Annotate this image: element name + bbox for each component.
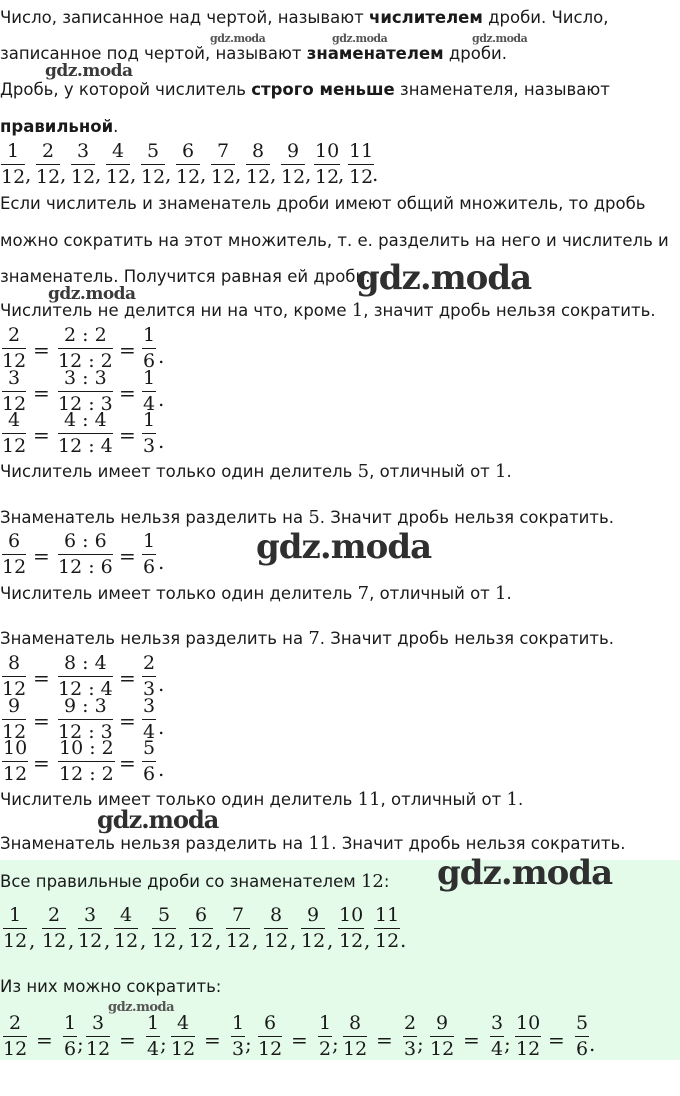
equals-sign: = (33, 381, 50, 405)
fraction-numerator: 9 (301, 906, 325, 929)
equals-sign: = (119, 423, 136, 447)
intro-line-4: правильной. (0, 117, 119, 136)
fraction-denominator: 3 (232, 1038, 245, 1060)
fraction-denominator: 4 (147, 1038, 160, 1060)
comma-separator: , (25, 162, 32, 186)
fraction (142, 654, 156, 699)
fraction-numerator: 1 (3, 906, 27, 929)
watermark: gdz.moda (472, 32, 528, 45)
watermark: gdz.moda (437, 853, 613, 893)
fraction (171, 1014, 195, 1059)
fraction-numerator: 1 (1, 142, 25, 165)
comma-separator: , (270, 162, 277, 186)
fraction-numerator: 5 (152, 906, 176, 929)
fraction (142, 532, 156, 577)
fraction (142, 697, 156, 742)
fraction-denominator: 12 : 2 (59, 763, 114, 785)
fraction-numerator: 8 (246, 142, 270, 165)
fraction-denominator: 12 (2, 721, 27, 743)
fraction (211, 142, 235, 187)
fraction (301, 906, 325, 951)
seven-line-1: Числитель имеет только один делитель 7, отличный от 1. (0, 583, 512, 604)
fraction-numerator: 8 : 4 (58, 654, 113, 677)
fraction-numerator: 1 (142, 532, 156, 555)
five-line-1: Числитель имеет только один делитель 5, отличный от 1. (0, 461, 512, 482)
comma-separator: , (178, 928, 185, 952)
watermark: gdz.moda (256, 527, 432, 567)
fraction-numerator: 2 : 2 (58, 326, 113, 349)
fraction-numerator: 9 : 3 (58, 697, 113, 720)
fraction (246, 142, 270, 187)
comma-separator: , (305, 162, 312, 186)
comma-separator: , (235, 162, 242, 186)
fraction-numerator: 8 (343, 1014, 367, 1037)
fraction (2, 654, 26, 699)
comma-separator: , (252, 928, 259, 952)
fraction-numerator: 1 (142, 326, 156, 349)
fraction (318, 1014, 332, 1059)
fraction-denominator: 12 (141, 166, 166, 188)
fraction-numerator: 10 (338, 906, 364, 929)
fraction (430, 1014, 454, 1059)
semicolon-separator: ; (332, 1032, 339, 1056)
fraction-denominator: 6 (64, 1038, 77, 1060)
watermark: gdz.moda (210, 32, 266, 45)
fraction-denominator: 12 (315, 166, 340, 188)
fraction-denominator: 12 (152, 930, 177, 952)
fraction (58, 697, 113, 742)
fraction (3, 906, 27, 951)
fraction-numerator: 1 (231, 1014, 245, 1037)
equals-sign: = (33, 544, 50, 568)
fraction-numerator: 5 (575, 1014, 589, 1037)
fraction-numerator: 4 (114, 906, 138, 929)
fraction-denominator: 6 (143, 556, 156, 578)
fraction-denominator: 2 (319, 1038, 332, 1060)
fraction-numerator: 9 (281, 142, 305, 165)
fraction-denominator: 12 (375, 930, 400, 952)
fraction-numerator: 11 (348, 142, 374, 165)
period: . (158, 715, 165, 739)
fraction (2, 739, 28, 784)
equals-sign: = (33, 751, 50, 775)
fraction (142, 326, 156, 371)
comma-separator: , (29, 928, 36, 952)
fraction-numerator: 11 (374, 906, 400, 929)
fraction-denominator: 12 (246, 166, 271, 188)
fraction-denominator: 12 (281, 166, 306, 188)
fraction-numerator: 1 (63, 1014, 77, 1037)
fraction-numerator: 4 (2, 411, 26, 434)
fraction (490, 1014, 504, 1059)
equals-sign: = (119, 381, 136, 405)
fraction-numerator: 3 (78, 906, 102, 929)
fraction-denominator: 12 (430, 1038, 455, 1060)
fraction-numerator: 2 (403, 1014, 417, 1037)
fraction-denominator: 12 (339, 930, 364, 952)
fraction-denominator: 12 : 6 (58, 556, 113, 578)
fraction (146, 1014, 160, 1059)
fraction (231, 1014, 245, 1059)
fraction-denominator: 12 (349, 166, 374, 188)
comma-separator: , (327, 928, 334, 952)
fraction-denominator: 12 (301, 930, 326, 952)
five-line-2: Знаменатель нельзя разделить на 5. Значит дробь нельзя сократить. (0, 507, 614, 528)
fraction-numerator: 8 (2, 654, 26, 677)
fraction-numerator: 4 : 4 (58, 411, 113, 434)
fraction-numerator: 3 (142, 697, 156, 720)
fraction (226, 906, 250, 951)
fraction-denominator: 12 (71, 166, 96, 188)
semicolon-separator: ; (417, 1032, 424, 1056)
watermark: gdz.moda (108, 1000, 175, 1015)
period: . (589, 1032, 596, 1056)
fraction (348, 142, 374, 187)
fraction-numerator: 9 (430, 1014, 454, 1037)
equals-sign: = (119, 338, 136, 362)
intro-line-3: Дробь, у которой числитель строго меньше знаменателя, называют (0, 80, 610, 99)
fraction (58, 369, 113, 414)
period: . (158, 344, 165, 368)
fraction (403, 1014, 417, 1059)
fraction-denominator: 12 (226, 930, 251, 952)
fraction (63, 1014, 77, 1059)
fraction (575, 1014, 589, 1059)
fraction-numerator: 2 (142, 654, 156, 677)
fraction-numerator: 7 (211, 142, 235, 165)
comma-separator: , (60, 162, 67, 186)
fraction-numerator: 6 (2, 532, 26, 555)
comma-separator: , (68, 928, 75, 952)
fraction-denominator: 12 (106, 166, 131, 188)
fraction (314, 142, 340, 187)
fraction-numerator: 3 (86, 1014, 110, 1037)
comma-separator: , (364, 928, 371, 952)
watermark: gdz.moda (332, 32, 388, 45)
fraction-numerator: 4 (106, 142, 130, 165)
equals-sign: = (36, 1028, 53, 1052)
fraction-denominator: 6 (576, 1038, 589, 1060)
fraction (142, 369, 156, 414)
fraction (189, 906, 213, 951)
reduce-text-1: Если числитель и знаменатель дроби имеют общий множитель, то дробь (0, 194, 646, 213)
fraction-denominator: 12 (258, 1038, 283, 1060)
fraction (374, 906, 400, 951)
fraction-numerator: 1 (318, 1014, 332, 1037)
fraction (152, 906, 176, 951)
seven-line-2: Знаменатель нельзя разделить на 7. Значит дробь нельзя сократить. (0, 628, 614, 649)
fraction-denominator: 12 (189, 930, 214, 952)
period: . (158, 672, 165, 696)
fraction-numerator: 10 (515, 1014, 541, 1037)
fraction-denominator: 12 (2, 350, 27, 372)
fraction-denominator: 12 (2, 678, 27, 700)
fraction-denominator: 12 (3, 763, 28, 785)
equals-sign: = (463, 1028, 480, 1052)
fraction-denominator: 12 (78, 930, 103, 952)
fraction (2, 369, 26, 414)
fraction (42, 906, 66, 951)
fraction (106, 142, 130, 187)
equals-sign: = (119, 1028, 136, 1052)
fraction (71, 142, 95, 187)
answer-line-1: Все правильные дроби со знаменателем 12: (0, 871, 390, 892)
equals-sign: = (291, 1028, 308, 1052)
one-text: Числитель не делится ни на что, кроме 1, значит дробь нельзя сократить. (0, 300, 656, 321)
fraction (1, 142, 25, 187)
equals-sign: = (119, 666, 136, 690)
comma-separator: , (165, 162, 172, 186)
semicolon-separator: ; (160, 1032, 167, 1056)
fraction-denominator: 12 : 4 (58, 678, 113, 700)
fraction-numerator: 2 (36, 142, 60, 165)
equals-sign: = (119, 751, 136, 775)
semicolon-separator: ; (504, 1032, 511, 1056)
fraction-denominator: 3 (143, 678, 156, 700)
equals-sign: = (33, 338, 50, 362)
fraction-denominator: 6 (143, 763, 156, 785)
semicolon-separator: ; (245, 1032, 252, 1056)
fraction-denominator: 12 (516, 1038, 541, 1060)
fraction-denominator: 12 : 3 (58, 393, 113, 415)
equals-sign: = (548, 1028, 565, 1052)
equals-sign: = (204, 1028, 221, 1052)
fraction-numerator: 4 (171, 1014, 195, 1037)
fraction-numerator: 6 (189, 906, 213, 929)
fraction-denominator: 12 : 3 (58, 721, 113, 743)
fraction-numerator: 6 (176, 142, 200, 165)
comma-separator: , (338, 162, 345, 186)
reduce-text-2: можно сократить на этот множитель, т. е. разделить на него и числитель и (0, 231, 669, 250)
eleven-line-2: Знаменатель нельзя разделить на 11. Значит дробь нельзя сократить. (0, 833, 626, 854)
fraction-numerator: 2 (42, 906, 66, 929)
comma-separator: , (140, 928, 147, 952)
fraction-numerator: 3 : 3 (58, 369, 113, 392)
fraction-denominator: 12 (42, 930, 67, 952)
fraction (515, 1014, 541, 1059)
period: . (372, 162, 379, 186)
fraction-denominator: 12 (114, 930, 139, 952)
fraction-numerator: 3 (490, 1014, 504, 1037)
fraction-numerator: 10 : 2 (58, 739, 115, 762)
comma-separator: , (200, 162, 207, 186)
fraction-numerator: 8 (264, 906, 288, 929)
period: . (158, 387, 165, 411)
watermark: gdz.moda (48, 284, 136, 304)
fraction (141, 142, 165, 187)
fraction-denominator: 12 (36, 166, 61, 188)
fraction (338, 906, 364, 951)
fraction-numerator: 5 (142, 739, 156, 762)
comma-separator: , (290, 928, 297, 952)
fraction (2, 532, 26, 577)
equals-sign: = (119, 709, 136, 733)
fraction (58, 739, 115, 784)
fraction (176, 142, 200, 187)
equals-sign: = (33, 666, 50, 690)
fraction-denominator: 6 (143, 350, 156, 372)
fraction-numerator: 5 (141, 142, 165, 165)
comma-separator: , (215, 928, 222, 952)
period: . (158, 429, 165, 453)
eleven-line-1: Числитель имеет только один делитель 11, отличный от 1. (0, 789, 524, 810)
fraction (258, 1014, 282, 1059)
fraction (36, 142, 60, 187)
semicolon-separator: ; (77, 1032, 84, 1056)
equals-sign: = (33, 423, 50, 447)
fraction (78, 906, 102, 951)
intro-line-2: записанное под чертой, называют знаменателем дроби. (0, 44, 507, 63)
fraction (264, 906, 288, 951)
fraction-numerator: 2 (2, 326, 26, 349)
fraction (58, 411, 113, 456)
fraction-denominator: 4 (143, 721, 156, 743)
fraction (58, 532, 113, 577)
equals-sign: = (376, 1028, 393, 1052)
fraction-denominator: 4 (491, 1038, 504, 1060)
fraction-denominator: 12 : 2 (58, 350, 113, 372)
equals-sign: = (119, 544, 136, 568)
fraction (3, 1014, 27, 1059)
fraction (2, 411, 26, 456)
fraction (2, 326, 26, 371)
fraction-denominator: 12 (2, 435, 27, 457)
fraction-denominator: 12 (211, 166, 236, 188)
fraction (114, 906, 138, 951)
period: . (400, 928, 407, 952)
fraction-numerator: 9 (2, 697, 26, 720)
fraction-denominator: 12 (264, 930, 289, 952)
comma-separator: , (130, 162, 137, 186)
fraction-numerator: 6 (258, 1014, 282, 1037)
fraction-denominator: 12 : 4 (58, 435, 113, 457)
fraction-denominator: 12 (171, 1038, 196, 1060)
fraction-numerator: 3 (71, 142, 95, 165)
fraction-denominator: 12 (176, 166, 201, 188)
fraction (343, 1014, 367, 1059)
fraction-denominator: 3 (404, 1038, 417, 1060)
fraction-denominator: 12 (2, 556, 27, 578)
fraction-numerator: 10 (314, 142, 340, 165)
fraction-denominator: 12 (3, 930, 28, 952)
equals-sign: = (33, 709, 50, 733)
fraction-numerator: 1 (146, 1014, 160, 1037)
watermark: gdz.moda (97, 805, 219, 834)
watermark: gdz.moda (356, 258, 532, 298)
comma-separator: , (104, 928, 111, 952)
fraction-denominator: 12 (343, 1038, 368, 1060)
comma-separator: , (95, 162, 102, 186)
fraction-denominator: 3 (143, 435, 156, 457)
fraction (281, 142, 305, 187)
fraction (142, 739, 156, 784)
fraction-numerator: 1 (142, 411, 156, 434)
fraction-numerator: 6 : 6 (58, 532, 113, 555)
fraction (86, 1014, 110, 1059)
answer-line-2: Из них можно сократить: (0, 977, 222, 996)
fraction-denominator: 12 (3, 1038, 28, 1060)
fraction (2, 697, 26, 742)
period: . (158, 757, 165, 781)
fraction-numerator: 2 (3, 1014, 27, 1037)
fraction-denominator: 12 (2, 393, 27, 415)
fraction (58, 326, 113, 371)
fraction-denominator: 12 (86, 1038, 111, 1060)
fraction-numerator: 3 (2, 369, 26, 392)
intro-line-1: Число, записанное над чертой, называют числителем дроби. Число, (0, 8, 609, 27)
fraction (142, 411, 156, 456)
period: . (158, 550, 165, 574)
reduce-text-3: знаменатель. Получится равная ей дробь. (0, 267, 371, 286)
fraction (58, 654, 113, 699)
fraction-numerator: 7 (226, 906, 250, 929)
fraction-numerator: 10 (2, 739, 28, 762)
fraction-denominator: 12 (1, 166, 26, 188)
fraction-denominator: 4 (143, 393, 156, 415)
fraction-numerator: 1 (142, 369, 156, 392)
watermark: gdz.moda (45, 61, 133, 81)
